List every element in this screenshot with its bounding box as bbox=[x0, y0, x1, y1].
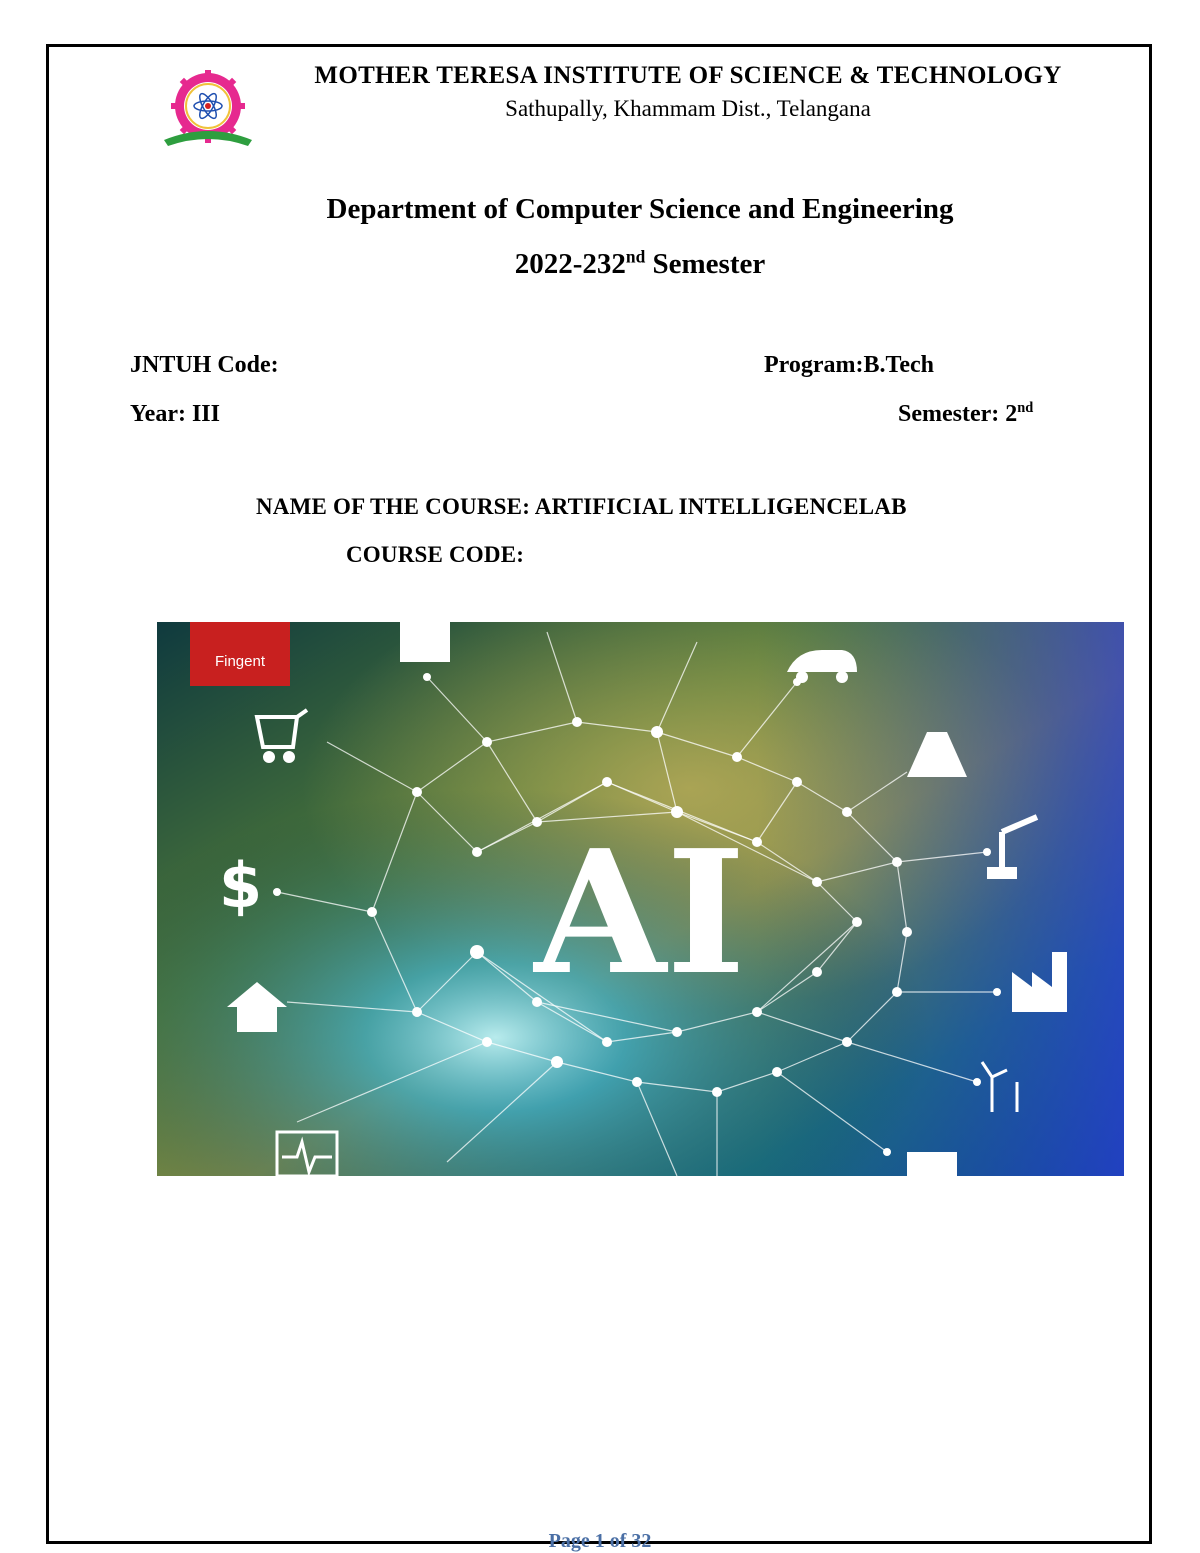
semester-suffix: nd bbox=[625, 246, 646, 267]
page-total: 32 bbox=[631, 1530, 652, 1552]
semester-label-suffix: nd bbox=[1017, 400, 1034, 416]
year-label: Year: III bbox=[130, 401, 220, 427]
program-value: B.Tech bbox=[863, 352, 934, 378]
ai-center-text: AI bbox=[534, 813, 746, 1013]
ai-banner-image bbox=[157, 622, 1124, 1176]
department-title: Department of Computer Science and Engineering bbox=[326, 193, 954, 225]
academic-year: 2022-23 bbox=[514, 248, 612, 280]
course-code: COURSE CODE: bbox=[346, 542, 525, 567]
page-prefix: Page bbox=[548, 1530, 595, 1552]
jntuh-code-label: JNTUH Code: bbox=[130, 352, 279, 378]
institute-address: Sathupally, Khammam Dist., Telangana bbox=[505, 96, 871, 121]
institute-name: MOTHER TERESA INSTITUTE OF SCIENCE & TECHNOLOGY bbox=[314, 62, 1062, 89]
semester-number: 2 bbox=[611, 248, 626, 280]
semester-field bbox=[898, 401, 1033, 428]
svg-text:$: $ bbox=[219, 849, 263, 922]
semester-word: Semester bbox=[645, 248, 766, 280]
dollar-icon bbox=[219, 849, 262, 922]
course-name: NAME OF THE COURSE: ARTIFICIAL INTELLIGENCELAB bbox=[256, 494, 907, 519]
page-of: of bbox=[604, 1530, 632, 1552]
institute-seal-icon bbox=[160, 70, 256, 146]
fingent-badge-text: Fingent bbox=[214, 653, 266, 670]
program-field bbox=[764, 352, 934, 379]
page-footer bbox=[0, 1530, 1200, 1553]
building-icon bbox=[400, 622, 450, 662]
page-number: 1 bbox=[594, 1530, 605, 1552]
solar-panel-icon bbox=[907, 1152, 957, 1176]
fingent-badge bbox=[190, 622, 290, 686]
program-label: Program: bbox=[764, 352, 864, 378]
semester-label: Semester: 2 bbox=[898, 401, 1018, 427]
academic-semester-line bbox=[140, 248, 1140, 281]
